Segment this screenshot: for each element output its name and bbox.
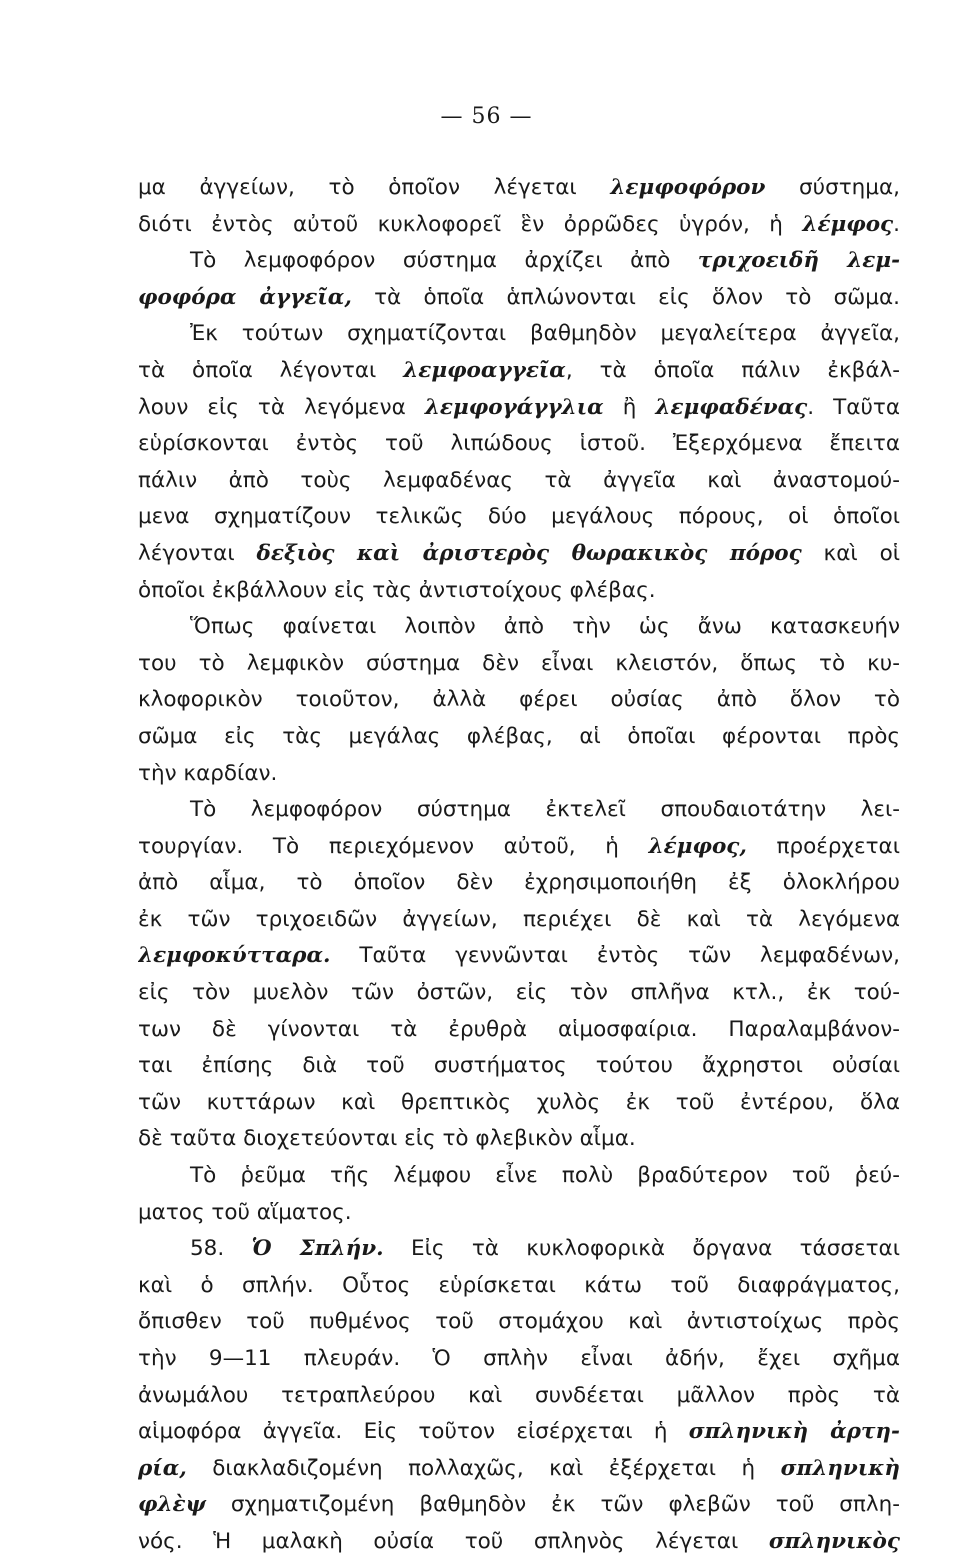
text-line (138, 1231, 900, 1268)
text-run: λέγονται (138, 540, 257, 566)
text-line (138, 353, 900, 390)
text-line (138, 280, 900, 317)
text-line (138, 792, 900, 829)
emphasized-term: λεμφοαγγεῖα (403, 357, 566, 383)
text-line (138, 1012, 900, 1049)
text-run: εὑρίσκονται ἐντὸς τοῦ λιπώδους ἱστοῦ. Ἐξερχόμενα ἔπειτα (138, 431, 900, 457)
text-line (138, 1268, 900, 1305)
text-line (138, 1451, 900, 1488)
text-run: 58. (190, 1236, 252, 1262)
text-run: διακλαδιζομένη πολλαχῶς, καὶ ἐξέρχεται ἡ (186, 1455, 781, 1481)
emphasized-term: σπληνικὴ (780, 1455, 900, 1481)
emphasized-term: φοφόρα ἀγγεῖα, (138, 284, 352, 310)
text-run: μα ἀγγείων, τὸ ὁποῖον (138, 175, 494, 200)
text-line (138, 1048, 900, 1085)
text-run: ἀνωμάλου τετραπλεύρου καὶ συνδέεται μᾶλλον πρὸς τὰ (138, 1382, 900, 1408)
text-run: , τὰ ὁποῖα πάλιν ἐκβάλ- (565, 357, 900, 383)
text-line (138, 207, 900, 244)
text-line (138, 1121, 900, 1158)
text-run: εἰς τὸν μυελὸν τῶν ὀστῶν, εἰς τὸν σπλῆνα κτλ., ἐκ τού- (138, 980, 900, 1006)
text-line (138, 390, 900, 427)
text-run: τὰ ὁποῖα ἁπλώνονται εἰς ὅλον τὸ σῶμα. (351, 284, 900, 310)
text-line (138, 499, 900, 536)
text-run: πάλιν ἀπὸ τοὺς λεμφαδένας τὰ ἀγγεῖα καὶ ἀναστομού- (138, 467, 900, 493)
text-line (138, 426, 900, 463)
text-run: ὄπισθεν τοῦ πυθμένος τοῦ στομάχου καὶ ἀντιστοίχως πρὸς (138, 1309, 900, 1335)
emphasized-term: λεμφοκύτταρα. (138, 943, 331, 969)
text-run: σχηματιζομένη βαθμηδὸν ἐκ τῶν φλεβῶν τοῦ σπλη- (205, 1492, 900, 1518)
text-run: μενα σχηματίζουν τελικῶς δύο μεγάλους πόρους, οἱ ὁποῖοι (138, 504, 900, 530)
text-run: λουν εἰς τὰ λεγόμενα (138, 394, 425, 420)
text-run: δὲ ταῦτα διοχετεύονται εἰς τὸ φλεβικὸν αἷμα. (138, 1126, 636, 1152)
text-line (138, 1195, 900, 1232)
text-line (138, 1414, 900, 1451)
emphasized-term: λέμφος (802, 211, 894, 237)
text-line (138, 1085, 900, 1122)
text-run: Τὸ λεμφοφόρον σύστημα ἐκτελεῖ σπουδαιοτάτην λει- (190, 797, 900, 823)
text-line (138, 938, 900, 975)
text-line (138, 865, 900, 902)
text-line (138, 170, 900, 207)
text-run: τὴν 9—11 πλευράν. Ὁ σπλὴν εἶναι ἀδήν, ἔχει σχῆμα (138, 1346, 900, 1371)
text-run: ματος τοῦ αἵματος. (138, 1199, 352, 1225)
text-run: Τὸ λεμφοφόρον σύστημα ἀρχίζει ἀπὸ (190, 248, 698, 274)
text-run: καὶ ὁ σπλήν. Οὗτος εὑρίσκεται κάτω τοῦ διαφράγματος, (138, 1272, 900, 1298)
text-line (138, 536, 900, 573)
emphasized-term: ρία, (138, 1455, 187, 1481)
page-number: — 56 — (440, 104, 533, 129)
text-run: ται ἐπίσης διὰ τοῦ συστήματος τούτου ἄχρηστοι οὐσίαι (138, 1053, 900, 1079)
text-run: Τὸ ῥεῦμα τῆς λέμφου εἶνε πολὺ βραδύτερον τοῦ ῥεύ- (190, 1163, 900, 1189)
text-line (138, 756, 900, 793)
text-run: τὴν καρδίαν. (138, 760, 278, 786)
text-run: τουργίαν. Τὸ περιεχόμενον αὐτοῦ, ἡ (138, 833, 649, 859)
text-run: διότι ἐντὸς αὐτοῦ κυκλοφορεῖ ἓν ὀρρῶδες ὑγρόν, ἡ (138, 211, 803, 237)
emphasized-term: λέμφος, (648, 833, 747, 859)
text-line (138, 316, 900, 353)
text-run: νός. Ἡ μαλακὴ οὐσία τοῦ σπληνὸς λέγεται (138, 1528, 769, 1554)
text-line (138, 902, 900, 939)
text-run: ἢ (603, 394, 656, 420)
text-line (138, 1487, 900, 1524)
text-run: προέρχεται (746, 833, 900, 859)
text-run: Εἰς τὰ κυκλοφορικὰ ὄργανα τάσσεται (383, 1236, 900, 1262)
text-line (138, 1304, 900, 1341)
text-line (138, 646, 900, 683)
text-run: . (893, 211, 900, 237)
text-line (138, 1524, 900, 1561)
emphasized-term: λεμφοφόρον (610, 175, 766, 200)
text-run: Ταῦτα γεννῶνται ἐντὸς τῶν λεμφαδένων, (330, 943, 900, 969)
emphasized-term: Ὁ Σπλήν. (251, 1236, 384, 1262)
text-run: σύστημα, (765, 175, 900, 200)
text-run: . Ταῦτα (807, 394, 900, 420)
text-run: ἀπὸ αἷμα, τὸ ὁποῖον δὲν ἐχρησιμοποιήθη ἐξ ὁλοκλήρου (138, 870, 900, 896)
text-run: αἱμοφόρα ἀγγεῖα. Εἰς τοῦτον εἰσέρχεται ἡ (138, 1419, 689, 1445)
text-line (138, 573, 900, 610)
text-line (138, 609, 900, 646)
text-run: τῶν κυττάρων καὶ θρεπτικὸς χυλὸς ἐκ τοῦ ἐντέρου, ὅλα (138, 1089, 900, 1115)
text-run: σῶμα εἰς τὰς μεγάλας φλέβας, αἱ ὁποῖαι φέρονται πρὸς (138, 723, 900, 749)
text-line (138, 975, 900, 1012)
text-line (138, 1158, 900, 1195)
text-line (138, 1378, 900, 1415)
body-text (138, 170, 900, 1561)
text-line (138, 719, 900, 756)
emphasized-term: λεμφογάγγλια (424, 394, 604, 420)
emphasized-term: δεξιὸς καὶ ἀριστερὸς θωρακικὸς πόρος (256, 540, 802, 566)
text-run: καὶ οἱ (801, 540, 900, 566)
text-run: τὰ ὁποῖα λέγονται (138, 357, 404, 383)
text-run: Ὅπως φαίνεται λοιπὸν ἀπὸ τὴν ὡς ἄνω κατασκευήν (190, 614, 900, 640)
text-run: των δὲ γίνονται τὰ ἐρυθρὰ αἱμοσφαίρια. Παραλαμβάνον- (138, 1016, 900, 1042)
text-run: Ἐκ τούτων σχηματίζονται βαθμηδὸν μεγαλείτερα ἀγγεῖα, (190, 321, 900, 347)
emphasized-term: λεμφαδένας (655, 394, 808, 420)
text-line (138, 1341, 900, 1378)
emphasized-term: σπληνικὴ ἀρτη- (688, 1419, 900, 1445)
text-run: κλοφορικὸν τοιοῦτον, ἀλλὰ φέρει οὐσίας ἀπὸ ὅλον τὸ (138, 687, 900, 713)
text-line (138, 463, 900, 500)
emphasized-term: τριχοειδῆ λεμ- (697, 248, 900, 274)
text-run: ὁποῖοι ἐκβάλλουν εἰς τὰς ἀντιστοίχους φλέβας. (138, 577, 656, 603)
emphasized-term: φλὲψ (138, 1492, 206, 1518)
emphasized-term: σπληνικὸς (768, 1528, 900, 1554)
text-line (138, 829, 900, 866)
text-line (138, 243, 900, 280)
text-line (138, 682, 900, 719)
text-run: λέγεται (493, 175, 611, 200)
text-run: του τὸ λεμφικὸν σύστημα δὲν εἶναι κλειστόν, ὅπως τὸ κυ- (138, 650, 900, 676)
text-run: ἐκ τῶν τριχοειδῶν ἀγγείων, περιέχει δὲ καὶ τὰ λεγόμενα (138, 906, 900, 932)
